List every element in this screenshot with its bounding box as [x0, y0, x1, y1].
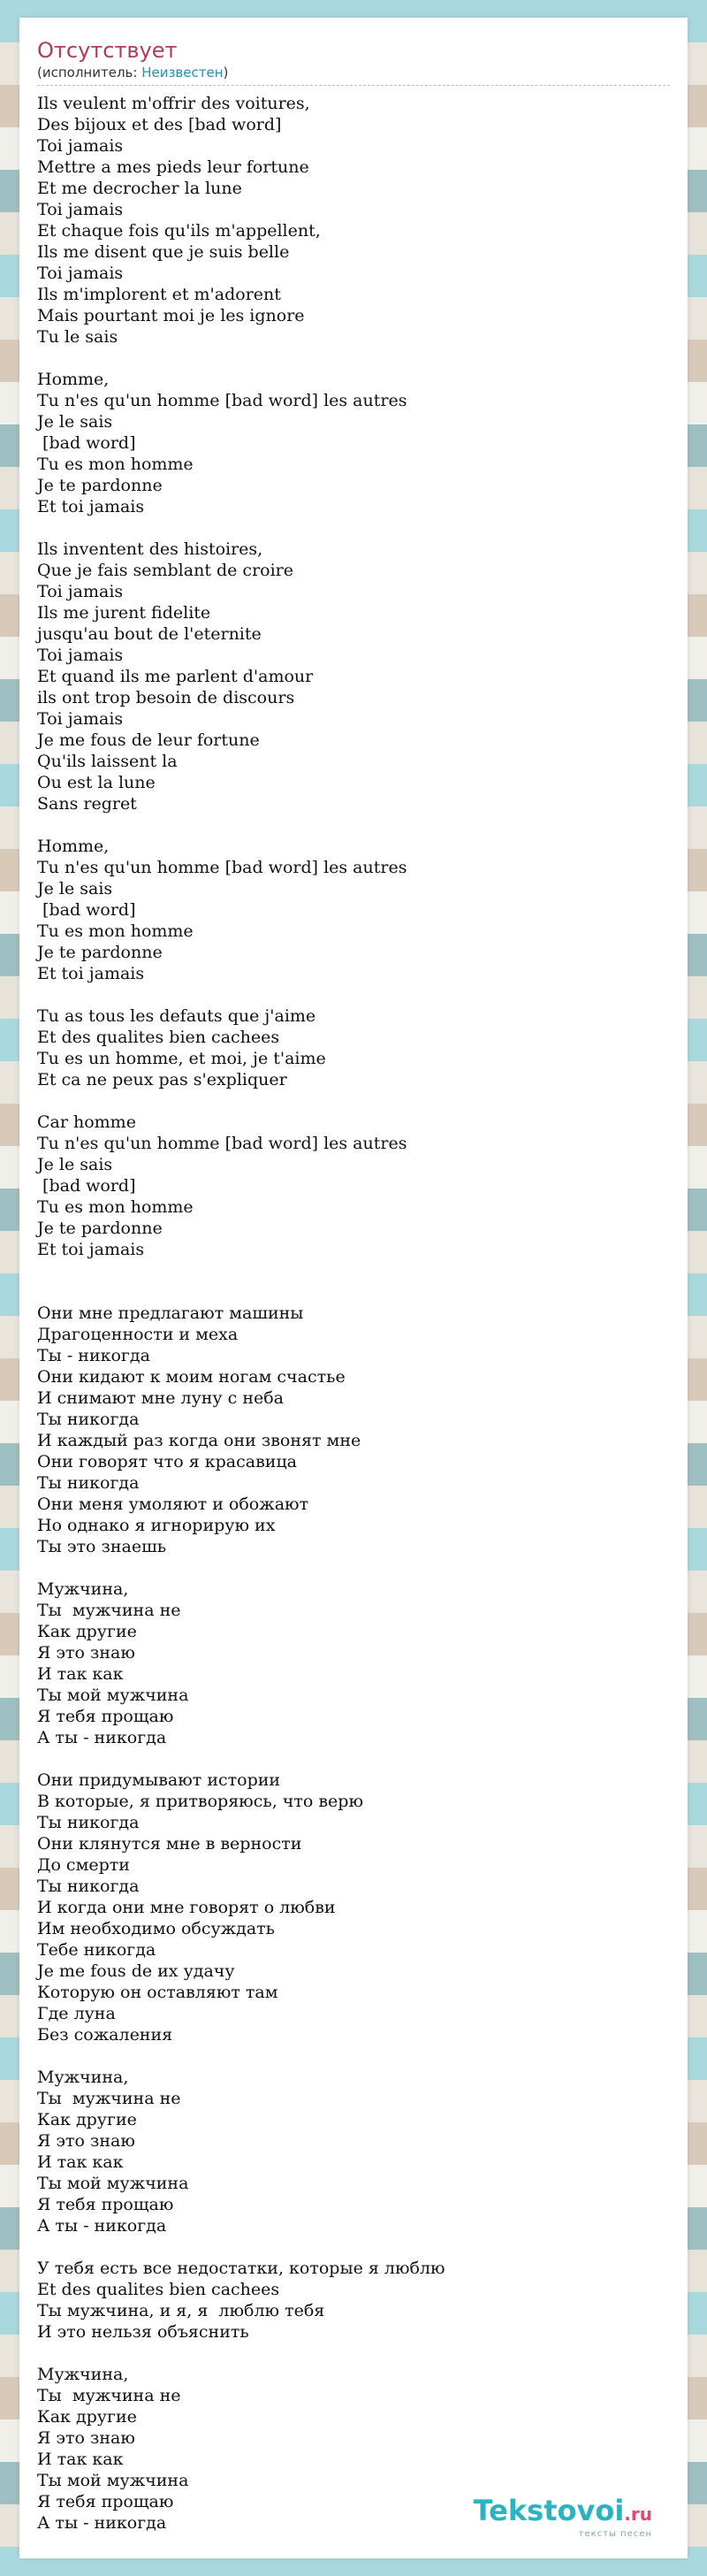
song-title: Отсутствует	[37, 38, 178, 63]
logo-wordmark	[474, 2496, 652, 2529]
logo-main-text: Tekstovoi	[473, 2494, 625, 2527]
artist-prefix: (исполнитель:	[37, 65, 142, 80]
site-logo[interactable]	[474, 2496, 652, 2539]
artist-line	[37, 64, 670, 81]
lyrics-text: Ils veulent m'offrir des voitures, Des bijoux et des [bad word] Toi jamais Mettre a mes pieds leur fortune Et me decrocher la lune Toi jamais Et chaque fois qu'ils m'appellent, Ils me disent que je suis belle Toi jamais Ils m'implorent et m'adorent Mais pourtant moi je les ignore Tu le sais Homme, Tu n'es qu'un homme [bad word] les autres Je le sais [bad word] Tu es mon homme Je te pardonne Et toi jamais Ils inventent des histoires, Que je fais semblant de croire Toi jamais Ils me jurent fidelite jusqu'au bout de l'eternite Toi jamais Et quand ils me parlent d'amour ils ont trop besoin de discours Toi jamais Je me fous de leur fortune Qu'ils laissent la Ou est la lune Sans regret Homme, Tu n'es qu'un homme [bad word] les autres Je le sais [bad word] Tu es mon homme Je te pardonne Et toi jamais Tu as tous les defauts que j'aime Et des qualites bien cachees Tu es un homme, et moi, je t'aime Et ca ne peux pas s'expliquer Car homme Tu n'es qu'un homme [bad word] les autres Je le sais [bad word] Tu es mon homme Je te pardonne Et toi jamais Они мне предлагают машины Драгоценности и меха Ты - никогда Они кидают к моим ногам счастье И снимают мне луну с неба Ты никогда И каждый раз когда они звонят мне Они говорят что я красавица Ты никогда Они меня умоляют и обожают Но однако я игнорирую их Ты это знаешь Мужчина, Ты мужчина не Как другие Я это знаю И так как Ты мой мужчина Я тебя прощаю А ты - никогда Они придумывают истории В которые, я притворяюсь, что верю Ты никогда Они клянутся мне в верности До смерти Ты никогда И когда они мне говорят о любви Им необходимо обсуждать Тебе никогда Je me fous de их удачу Которую он оставляют там Где луна Без сожаления Мужчина, Ты мужчина не Как другие Я это знаю И так как Ты мой мужчина Я тебя прощаю А ты - никогда У тебя есть все недостатки, которые я люблю Et des qualites bien cachees Ты мужчина, и я, я люблю тебя И это нельзя объяснить Мужчина, Ты мужчина не Как другие Я это знаю И так как Ты мой мужчина Я тебя прощаю А ты - никогда	[37, 94, 445, 2533]
artist-link[interactable]: Неизвестен	[141, 65, 224, 80]
logo-tld: .ru	[624, 2503, 652, 2525]
logo-subtitle: тексты песен	[578, 2529, 652, 2539]
artist-suffix: )	[223, 65, 229, 80]
song-header	[37, 37, 670, 86]
lyrics-card	[19, 18, 688, 2558]
